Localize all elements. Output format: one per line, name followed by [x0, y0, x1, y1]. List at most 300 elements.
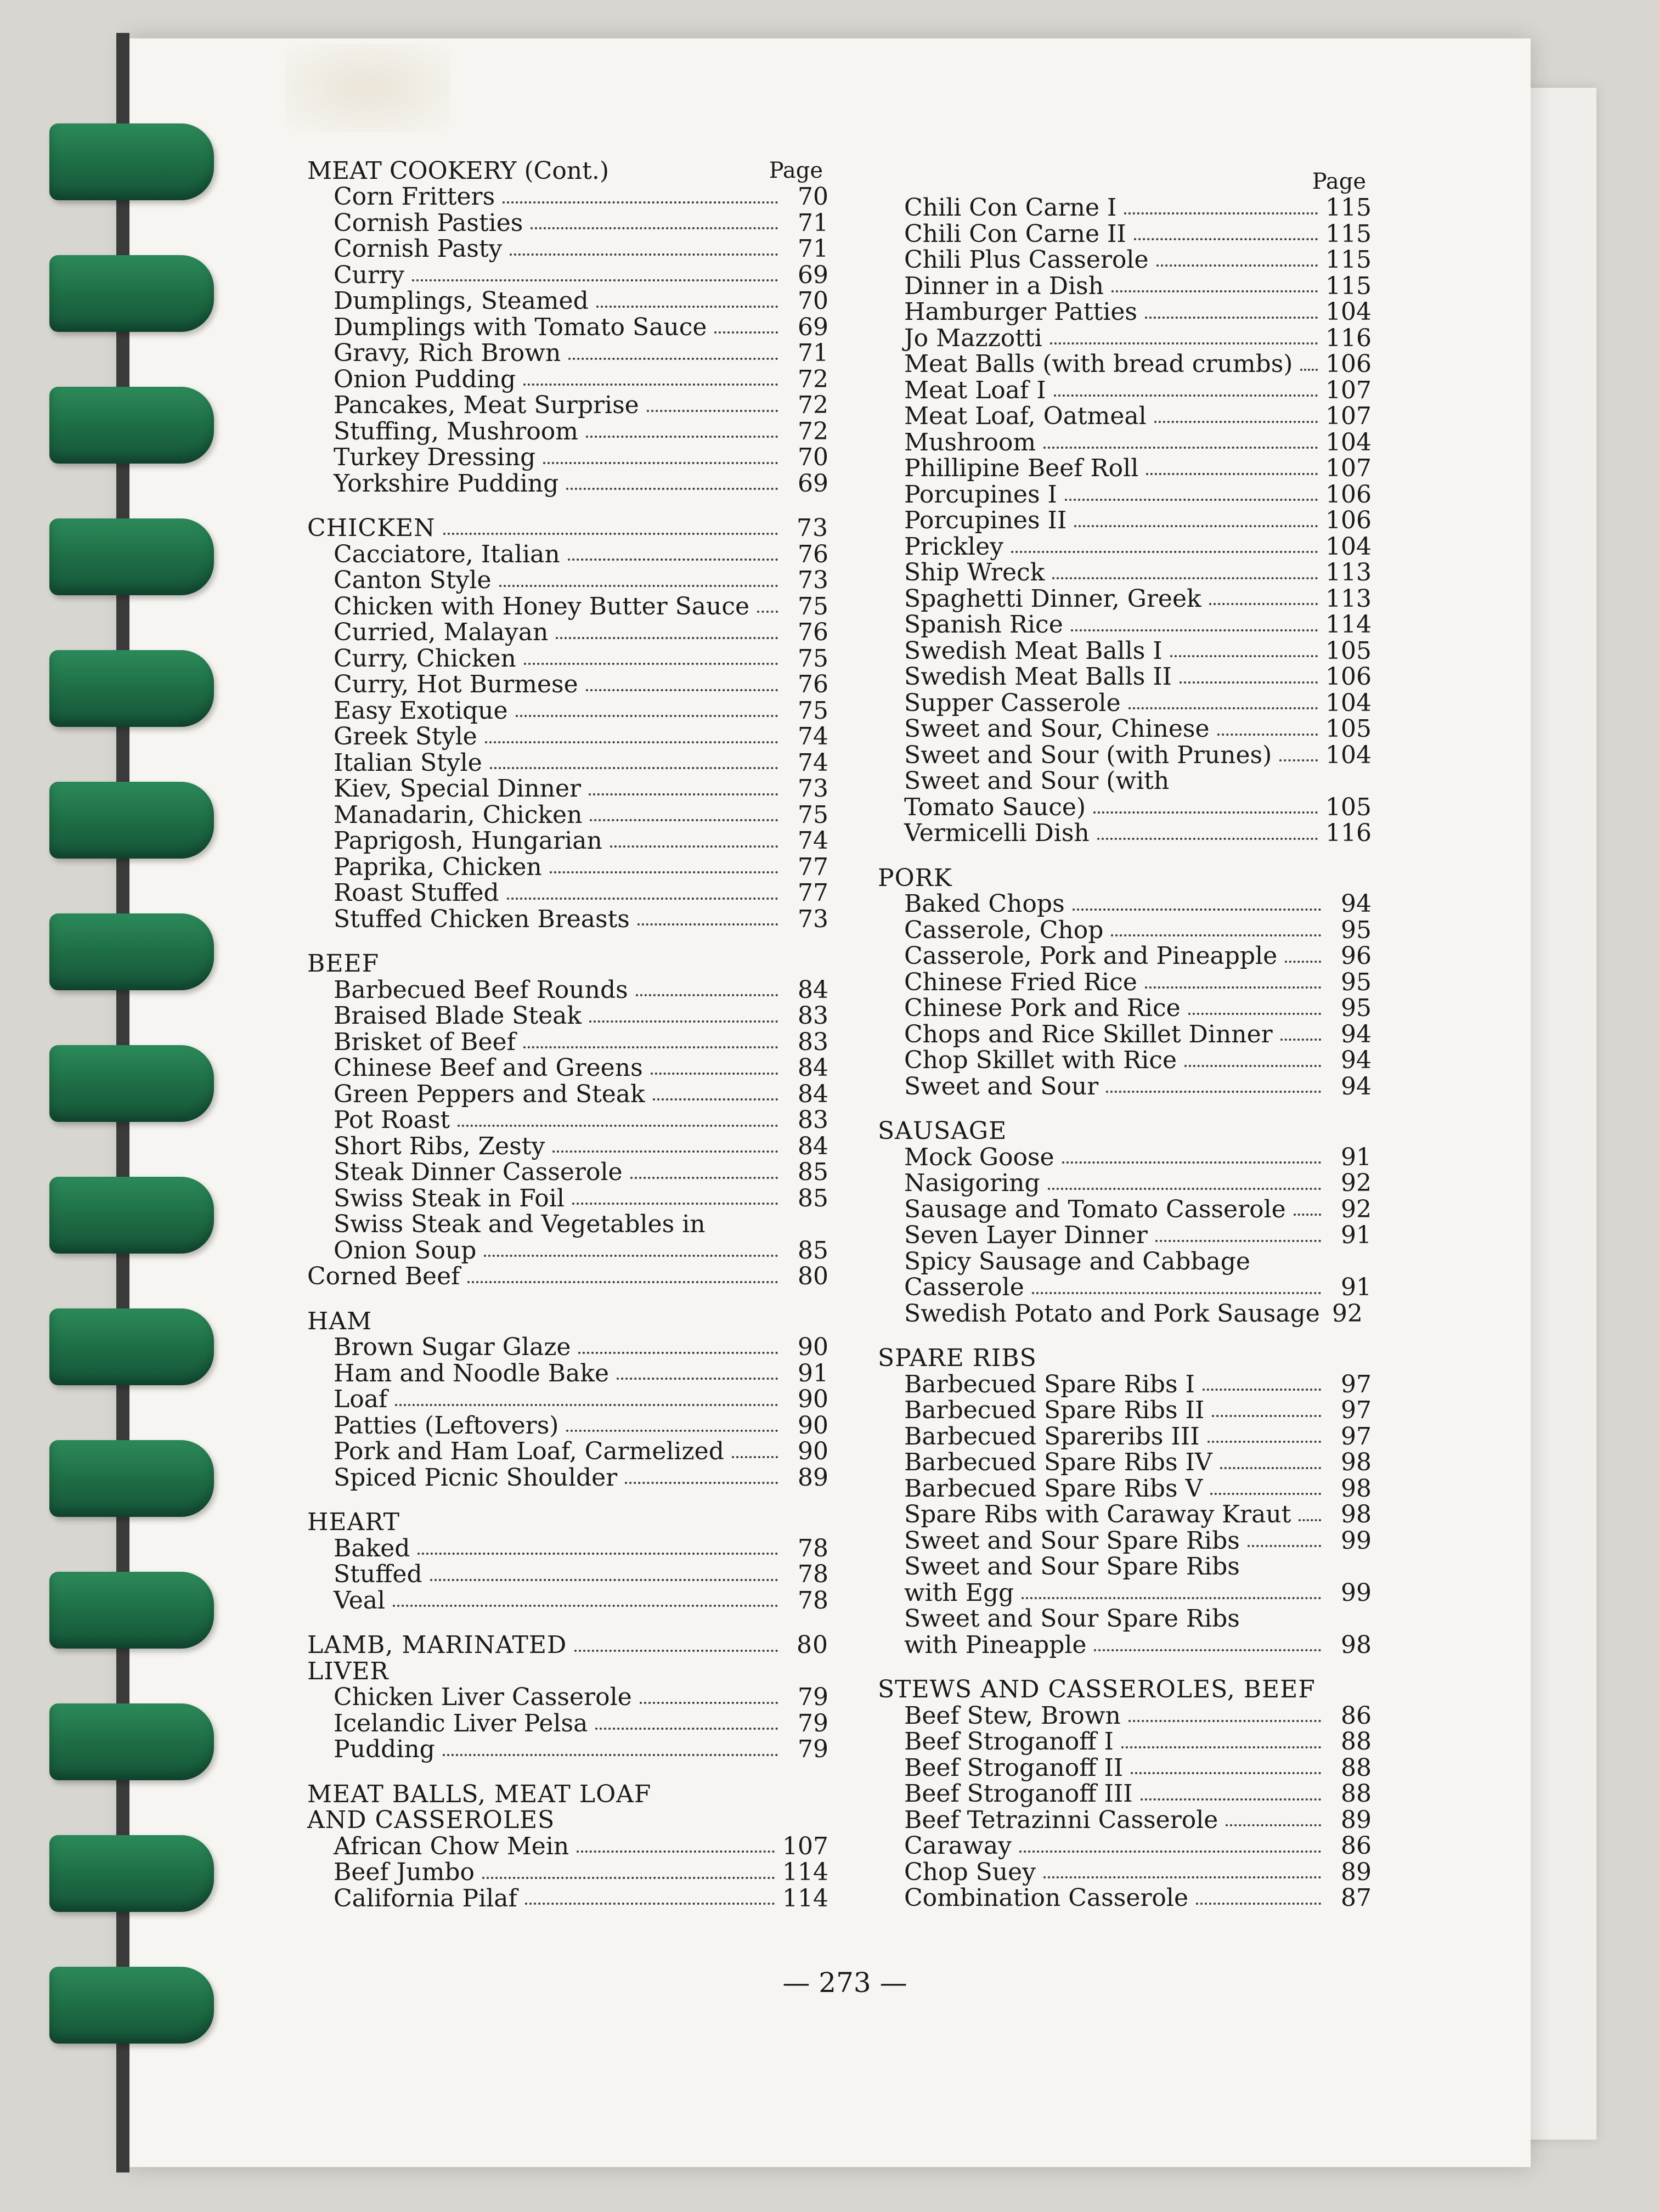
index-entry	[307, 1029, 828, 1056]
entry-name: Green Peppers and Steak	[334, 1080, 645, 1108]
entry-name: Baked	[334, 1534, 410, 1562]
index-entry	[307, 1886, 828, 1912]
page-number: 106	[1325, 506, 1372, 534]
index-entry	[878, 1554, 1372, 1580]
ham-list	[307, 1334, 828, 1491]
index-entry	[878, 430, 1372, 456]
page-number: 107	[1325, 454, 1372, 482]
index-entry	[878, 1144, 1372, 1171]
index-entry	[878, 1703, 1372, 1729]
entry-name: Barbecued Spare Ribs I	[904, 1370, 1195, 1398]
section-title: AND CASSEROLES	[307, 1806, 555, 1834]
entry-name: Spicy Sausage and Cabbage	[904, 1247, 1250, 1276]
section-title: HAM	[307, 1307, 373, 1335]
entry-name: with Pineapple	[904, 1630, 1087, 1659]
index-entry	[878, 221, 1372, 247]
page-number: 84	[798, 1080, 828, 1108]
entry-name: Chinese Fried Rice	[904, 968, 1137, 996]
index-entry	[307, 1081, 828, 1108]
index-entry	[307, 444, 828, 471]
page-number: 115	[1325, 219, 1372, 248]
index-entry	[307, 1263, 828, 1290]
entry-name: Spanish Rice	[904, 611, 1063, 639]
page-number: 98	[1341, 1474, 1372, 1503]
index-entry	[878, 1449, 1372, 1476]
section-heading-chicken	[307, 515, 828, 541]
index-entry	[307, 594, 828, 620]
index-entry	[307, 724, 828, 750]
pork-list	[878, 891, 1372, 1099]
page-number: 75	[798, 644, 828, 673]
section-heading-ham	[307, 1308, 828, 1335]
page-number: 94	[1341, 1020, 1372, 1048]
page-number: 83	[798, 1028, 828, 1056]
page-number: 89	[798, 1463, 828, 1492]
page-number: 115	[1325, 272, 1372, 300]
page-number: 75	[798, 696, 828, 725]
entry-name: Sweet and Sour (with	[904, 767, 1170, 795]
page-number: 94	[1341, 1072, 1372, 1101]
page-number: 90	[798, 1333, 828, 1361]
entry-name: Casserole, Pork and Pineapple	[904, 942, 1278, 970]
index-entry	[878, 1859, 1372, 1886]
page-number: 75	[798, 800, 828, 829]
page-number: 72	[798, 365, 828, 393]
entry-name: Canton Style	[334, 566, 492, 594]
section-title: MEAT COOKERY (Cont.)	[307, 156, 609, 185]
entry-name: Onion Pudding	[334, 365, 516, 393]
page-number: 104	[1325, 298, 1372, 326]
entry-name: Meat Loaf, Oatmeal	[904, 402, 1147, 430]
section-title: BEEF	[307, 950, 380, 978]
entry-name: Cacciatore, Italian	[334, 540, 560, 568]
page-number: 72	[798, 391, 828, 419]
page-number: 71	[798, 208, 828, 237]
index-entry	[878, 403, 1372, 430]
section-title: MEAT BALLS, MEAT LOAF	[307, 1780, 652, 1808]
page-number: 73	[798, 905, 828, 933]
page-number: 91	[1341, 1221, 1372, 1249]
entry-name: Pork and Ham Loaf, Carmelized	[334, 1437, 724, 1465]
index-entry	[307, 776, 828, 802]
page-number: 70	[798, 183, 828, 211]
binding-coil	[49, 1967, 214, 2044]
entry-name: Prickley	[904, 532, 1003, 561]
page-number: 92	[1331, 1299, 1363, 1328]
entry-name: Curry, Hot Burmese	[334, 670, 578, 698]
entry-name: Chili Con Carne II	[904, 219, 1126, 248]
page-number: 97	[1341, 1370, 1372, 1398]
index-entry	[878, 1022, 1372, 1048]
index-entry	[307, 262, 828, 289]
entry-name: Dumplings with Tomato Sauce	[334, 313, 707, 341]
index-entry	[307, 366, 828, 393]
index-entry	[307, 1334, 828, 1361]
page-number: 95	[1341, 916, 1372, 944]
page-number: 83	[798, 1002, 828, 1030]
index-entry	[878, 534, 1372, 560]
index-entry	[878, 638, 1372, 664]
page-number: 114	[1325, 611, 1372, 639]
page-number: 79	[798, 1683, 828, 1711]
index-entry	[307, 1711, 828, 1737]
entry-name: Supper Casserole	[904, 689, 1121, 717]
page-number: 69	[798, 261, 828, 289]
entry-name: Swedish Meat Balls II	[904, 663, 1172, 691]
binding-coil	[49, 1572, 214, 1649]
entry-name: Spaghetti Dinner, Greek	[904, 584, 1201, 613]
index-entry	[307, 1588, 828, 1614]
entry-name: Paprika, Chicken	[334, 853, 542, 881]
index-entry	[307, 1107, 828, 1133]
entry-name: Loaf	[334, 1385, 388, 1413]
page-number: 86	[1341, 1701, 1372, 1730]
page-number: 80	[797, 1631, 828, 1659]
index-entry	[307, 340, 828, 366]
entry-name: Chops and Rice Skillet Dinner	[904, 1020, 1273, 1048]
index-entry	[307, 236, 828, 262]
entry-name: Chili Plus Casserole	[904, 246, 1149, 274]
page-number: 95	[1341, 994, 1372, 1022]
index-entry	[878, 247, 1372, 273]
entry-name: Ham and Noodle Bake	[334, 1359, 610, 1387]
entry-name: Swiss Steak in Foil	[334, 1184, 565, 1212]
entry-name: Chili Con Carne I	[904, 194, 1117, 222]
index-entry	[307, 1238, 828, 1264]
page-number: 75	[798, 592, 828, 620]
page-number: 94	[1341, 1046, 1372, 1074]
page-number: 73	[798, 775, 828, 803]
entry-name: Porcupines II	[904, 506, 1067, 534]
right-column	[878, 167, 1372, 1911]
index-entry	[307, 880, 828, 906]
entry-name: Mushroom	[904, 428, 1036, 456]
chicken-list	[307, 541, 828, 933]
page-number: 92	[1341, 1195, 1372, 1223]
page-number: 70	[798, 287, 828, 315]
page-number: 104	[1325, 532, 1372, 561]
index-entry	[307, 802, 828, 828]
index-entry	[878, 969, 1372, 996]
section-title: CHICKEN	[307, 514, 436, 542]
entry-name: Gravy, Rich Brown	[334, 339, 561, 367]
page-number: 70	[798, 443, 828, 471]
entry-name: Paprigosh, Hungarian	[334, 827, 602, 855]
page-number: 71	[798, 339, 828, 367]
page-number: 74	[798, 827, 828, 855]
page-number: 106	[1325, 480, 1372, 509]
page-number: 86	[1341, 1832, 1372, 1860]
entry-name: Sweet and Sour Spare Ribs	[904, 1605, 1240, 1633]
index-entry	[878, 482, 1372, 508]
index-entry	[878, 1729, 1372, 1755]
page-number: 104	[1325, 428, 1372, 456]
page-number: 88	[1341, 1728, 1372, 1756]
index-entry	[878, 1372, 1372, 1398]
page-number: 74	[798, 723, 828, 751]
index-entry	[878, 507, 1372, 534]
page-column-label: Page	[769, 157, 823, 183]
binding-coil	[49, 1308, 214, 1385]
index-entry	[878, 1606, 1372, 1632]
index-entry	[878, 1781, 1372, 1807]
page-number: 115	[1325, 246, 1372, 274]
entry-name: Stuffed	[334, 1560, 422, 1588]
entry-name: California Pilaf	[334, 1884, 517, 1912]
entry-name: Sausage and Tomato Casserole	[904, 1195, 1286, 1223]
entry-name: Brown Sugar Glaze	[334, 1333, 571, 1361]
entry-name: Pot Roast	[334, 1106, 450, 1134]
page-number: 74	[798, 748, 828, 777]
entry-name: Manadarin, Chicken	[334, 800, 583, 829]
entry-name: Mock Goose	[904, 1143, 1054, 1171]
entry-name: Cornish Pasty	[334, 235, 503, 263]
entry-name: Swedish Potato and Pork Sausage	[904, 1299, 1320, 1328]
page-number: 79	[798, 1735, 828, 1763]
index-entry	[878, 560, 1372, 586]
binding-coil	[49, 1703, 214, 1780]
left-column	[307, 151, 828, 1911]
index-entry	[307, 619, 828, 646]
entry-name: Cornish Pasties	[334, 208, 523, 237]
index-entry	[307, 854, 828, 881]
index-entry	[878, 273, 1372, 300]
entry-name: Nasigoring	[904, 1169, 1040, 1197]
index-entry	[307, 419, 828, 445]
section-title: SPARE RIBS	[878, 1344, 1037, 1372]
section-heading-meat-balls	[307, 1781, 828, 1808]
entry-name: Caraway	[904, 1832, 1012, 1860]
page-number: 95	[1341, 968, 1372, 996]
index-entry	[307, 1133, 828, 1160]
index-entry	[878, 351, 1372, 377]
index-entry	[878, 1807, 1372, 1833]
section-heading-beef	[307, 951, 828, 977]
page-number: 106	[1325, 663, 1372, 691]
section-heading-pork	[878, 865, 1372, 891]
index-entry	[878, 1424, 1372, 1450]
section-title: HEART	[307, 1508, 400, 1536]
page-number: 98	[1341, 1448, 1372, 1476]
entry-name: Barbecued Spare Ribs IV	[904, 1448, 1212, 1476]
entry-name: Beef Stroganoff III	[904, 1780, 1133, 1808]
index-entry	[878, 1476, 1372, 1502]
index-entry	[307, 750, 828, 776]
binding-coil	[49, 518, 214, 595]
page-number: 105	[1325, 636, 1372, 665]
binding-coil	[49, 387, 214, 464]
page-number: 113	[1325, 558, 1372, 586]
page-number: 69	[798, 469, 828, 498]
page-number: 98	[1341, 1630, 1372, 1659]
index-entry	[878, 1274, 1372, 1301]
index-entry	[307, 1003, 828, 1029]
index-entry	[878, 455, 1372, 482]
entry-name: Chicken Liver Casserole	[334, 1683, 632, 1711]
index-entry	[878, 586, 1372, 612]
index-entry	[307, 1465, 828, 1491]
index-entry	[878, 1074, 1372, 1100]
index-entry	[878, 195, 1372, 221]
entry-name: Porcupines I	[904, 480, 1057, 509]
binding-coil	[49, 1835, 214, 1912]
meat-balls-list	[307, 1833, 828, 1912]
index-entry	[307, 672, 828, 698]
page-number: 96	[1341, 942, 1372, 970]
page-number: 90	[798, 1411, 828, 1440]
binding-coil	[49, 913, 214, 990]
entry-name: Onion Soup	[334, 1236, 477, 1265]
index-entry	[307, 1736, 828, 1763]
page-number: 107	[1325, 376, 1372, 404]
entry-name: Brisket of Beef	[334, 1028, 516, 1056]
index-entry	[307, 288, 828, 314]
index-entry	[307, 646, 828, 672]
index-entry	[878, 1249, 1372, 1275]
index-entry	[307, 471, 828, 497]
index-entry	[878, 1885, 1372, 1911]
entry-name: Beef Stroganoff I	[904, 1728, 1114, 1756]
entry-name: Barbecued Beef Rounds	[334, 975, 628, 1004]
section-heading-lamb	[307, 1632, 828, 1658]
page-number: 106	[1325, 350, 1372, 378]
entry-name: Baked Chops	[904, 890, 1065, 918]
page-number: 77	[798, 853, 828, 881]
entry-name: Chop Suey	[904, 1858, 1036, 1886]
page-number: 97	[1341, 1396, 1372, 1424]
entry-name: Barbecued Spareribs III	[904, 1422, 1200, 1451]
entry-name: Yorkshire Pudding	[334, 469, 559, 498]
entry-name: Short Ribs, Zesty	[334, 1132, 545, 1160]
entry-name: Pudding	[334, 1735, 435, 1763]
entry-name: Kiev, Special Dinner	[334, 775, 582, 803]
index-entry	[307, 977, 828, 1003]
page-number: 76	[798, 618, 828, 646]
index-entry	[878, 1301, 1372, 1327]
entry-name: Beef Stroganoff II	[904, 1753, 1124, 1782]
index-entry	[307, 541, 828, 568]
index-entry	[307, 1536, 828, 1562]
entry-name: Swedish Meat Balls I	[904, 636, 1163, 665]
heart-list	[307, 1536, 828, 1614]
spare-ribs-list	[878, 1372, 1372, 1554]
entry-name: Sweet and Sour Spare Ribs	[904, 1553, 1240, 1581]
section-heading-sausage	[878, 1118, 1372, 1144]
page-number: 84	[798, 975, 828, 1004]
entry-name: Phillipine Beef Roll	[904, 454, 1139, 482]
page-number: 83	[798, 1106, 828, 1134]
index-entry	[878, 742, 1372, 769]
index-entry	[878, 820, 1372, 847]
section-title: LIVER	[307, 1657, 389, 1685]
page-number-footer: — 273 —	[782, 1967, 907, 1999]
page-number: 78	[798, 1534, 828, 1562]
binding-coil	[49, 1440, 214, 1517]
binding-coil	[49, 650, 214, 727]
section-title: PORK	[878, 864, 952, 892]
entry-name: Hamburger Patties	[904, 298, 1138, 326]
entry-name: Jo Mazzotti	[904, 324, 1042, 352]
index-entry	[307, 567, 828, 594]
page-number: 97	[1341, 1422, 1372, 1451]
page-number: 76	[798, 540, 828, 568]
page-number: 89	[1341, 1805, 1372, 1834]
index-entry	[307, 1159, 828, 1186]
sausage-list	[878, 1144, 1372, 1249]
entry-name: Beef Tetrazinni Casserole	[904, 1805, 1218, 1834]
meat-cookery-list	[307, 184, 828, 496]
entry-name: Dumplings, Steamed	[334, 287, 589, 315]
index-entry	[307, 1859, 828, 1886]
page-number: 104	[1325, 689, 1372, 717]
entry-name: Pancakes, Meat Surprise	[334, 391, 639, 419]
section-heading-spare-ribs	[878, 1345, 1372, 1372]
entry-name: Braised Blade Steak	[334, 1002, 582, 1030]
page-number: 80	[798, 1262, 828, 1290]
section-heading-meat-balls-cont	[307, 1807, 828, 1833]
index-entry	[307, 1186, 828, 1212]
index-entry	[878, 299, 1372, 325]
entry-name: Corned Beef	[307, 1262, 460, 1290]
page-number: 69	[798, 313, 828, 341]
page-number: 71	[798, 235, 828, 263]
index-entry	[878, 1397, 1372, 1424]
entry-name: Ship Wreck	[904, 558, 1045, 586]
index-entry	[307, 1413, 828, 1439]
entry-name: Steak Dinner Casserole	[334, 1158, 623, 1186]
page-number: 90	[798, 1385, 828, 1413]
section-heading-heart	[307, 1509, 828, 1536]
entry-name: Icelandic Liver Pelsa	[334, 1709, 588, 1737]
entry-name: with Egg	[904, 1578, 1014, 1607]
binding-coil	[49, 123, 214, 200]
index-entry	[878, 891, 1372, 917]
page-number: 76	[798, 670, 828, 698]
page-number: 73	[797, 514, 828, 542]
index-entry	[307, 1438, 828, 1465]
index-entry	[307, 210, 828, 236]
page-number: 85	[798, 1158, 828, 1186]
index-entry	[307, 1055, 828, 1081]
page-number: 84	[798, 1054, 828, 1082]
page-number: 77	[798, 879, 828, 907]
index-entry	[878, 1222, 1372, 1249]
page-column-label: Page	[1312, 168, 1366, 194]
paper-stain	[285, 44, 450, 132]
entry-name: Casserole, Chop	[904, 916, 1104, 944]
entry-name: Spare Ribs with Caraway Kraut	[904, 1500, 1291, 1528]
index-entry	[307, 184, 828, 210]
entry-name: Corn Fritters	[334, 183, 495, 211]
page-number: 105	[1325, 793, 1372, 821]
section-title: LAMB, MARINATED	[307, 1631, 567, 1659]
page-number: 107	[1325, 402, 1372, 430]
index-entry	[878, 377, 1372, 404]
entry-name: Beef Stew, Brown	[904, 1701, 1121, 1730]
index-entry	[878, 1632, 1372, 1658]
binding-coil	[49, 255, 214, 332]
page-number: 114	[782, 1858, 828, 1886]
entry-name: African Chow Mein	[334, 1832, 569, 1860]
page-number: 78	[798, 1586, 828, 1615]
page-number: 92	[1341, 1169, 1372, 1197]
page-number: 85	[798, 1236, 828, 1265]
page-number: 90	[798, 1437, 828, 1465]
index-entry	[878, 1197, 1372, 1223]
index-entry	[307, 314, 828, 341]
index-entry	[307, 828, 828, 854]
entry-name: Stuffed Chicken Breasts	[334, 905, 630, 933]
